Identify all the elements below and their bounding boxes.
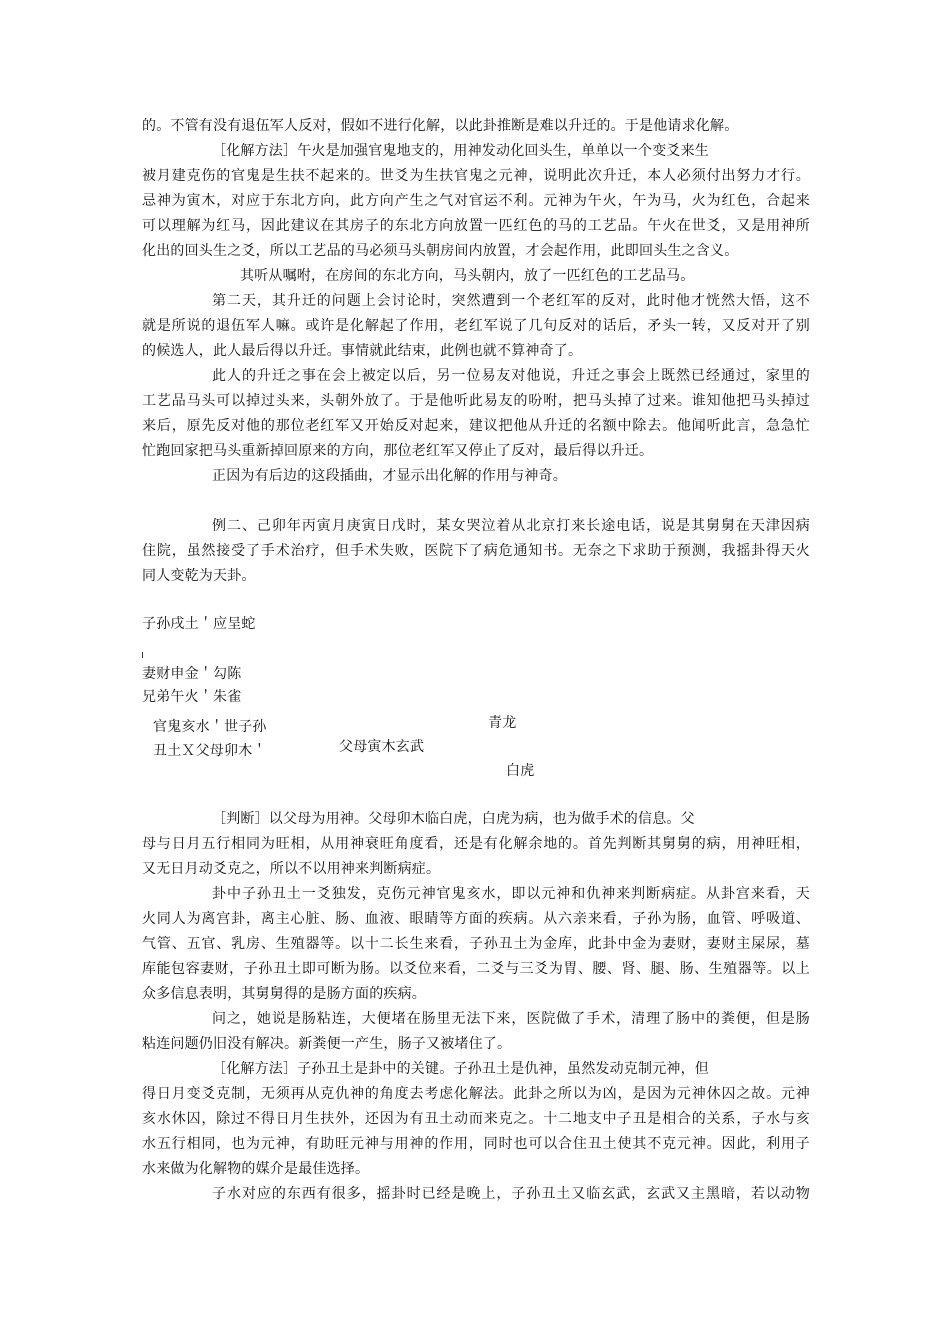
text-line: 子水对应的东西有很多，摇卦时已经是晚上，子孙丑土又临玄武，玄武又主黑暗，若以动物: [212, 1186, 810, 1202]
stray-mark: [142, 652, 143, 658]
text-line: 被月建克伤的官鬼是生扶不起来的。世爻为生扶官鬼之元神，说明此次升迁，本人必须付出努力才行。: [142, 168, 810, 184]
text-line: 又无日月动爻克之，所以不以用神来判断病症。: [142, 861, 441, 877]
text-line: 库能包容妻财，子孙丑土即可断为肠。以爻位来看，二爻与三爻为胃、腰、肾、腿、肠、生殖器等。以上: [142, 961, 810, 977]
hexagram-line-4: 兄弟午火＇朱雀: [142, 689, 242, 705]
text-line: ［化解方法］子孙丑土是卦中的关键。子孙丑土是仇神，虽然发动克制元神，但: [212, 1061, 709, 1077]
text-line: 众多信息表明，其舅舅得的是肠方面的疾病。: [142, 986, 426, 1002]
text-line: 问之，她说是肠粘连，大便堵在肠里无法下来，医院做了手术，清理了肠中的粪便，但是肠: [212, 1011, 810, 1027]
text-line: 忌神为寅木，对应于东北方向，此方向产生之气对官运不利。元神为午火，午为马，火为红色，合起来: [142, 193, 810, 209]
text-line: ［判断］以父母为用神。父母卯木临白虎，白虎为病，也为做手术的信息。父: [212, 811, 695, 827]
hexagram-line-2: 丑土Ｘ父母卯木＇: [153, 743, 267, 759]
text-line: 可以理解为红马，因此建议在其房子的东北方向放置一匹红色的马的工艺品。午火在世爻，又是用神所: [142, 218, 810, 234]
text-line: 住院，虽然接受了手术治疗，但手术失败，医院下了病危通知书。无奈之下求助于预测，我摇卦得天火: [142, 543, 810, 559]
text-line: 化出的回头生之爻，所以工艺品的马必须马头朝房间内放置，才会起作用，此即回头生之含义。: [142, 243, 739, 259]
hexagram-line-6: 子孙戌土＇应呈蛇: [142, 616, 256, 632]
hexagram-qinglong: 青龙: [488, 715, 517, 731]
text-line: 气管、五官、乳房、生殖器等。以十二长生来看，子孙丑土为金库，此卦中金为妻财，妻财主屎尿，墓: [142, 936, 810, 952]
text-line: 卦中子孙丑土一爻独发，克伤元神官鬼亥水，即以元神和仇神来判断病症。从卦宫来看，天: [212, 886, 810, 902]
hexagram-line-3: 官鬼亥水＇世子孙: [153, 719, 267, 735]
text-line: 就是所说的退伍军人嘛。或许是化解起了作用，老红军说了几句反对的话后，矛头一转，又反对开了别: [142, 318, 810, 334]
text-line: 火同人为离宫卦，离主心脏、肠、血液、眼睛等方面的疾病。从六亲来看，子孙为肠，血管、呼吸道、: [142, 911, 810, 927]
text-line: 粘连问题仍旧没有解决。新粪便一产生，肠子又被堵住了。: [142, 1036, 512, 1052]
text-line: 其听从嘱咐，在房间的东北方向，马头朝内，放了一匹红色的工艺品马。: [240, 268, 695, 284]
text-line: 母与日月五行相同为旺相，从用神衰旺角度看，还是有化解余地的。首先判断其舅舅的病，用神旺相，: [142, 836, 810, 852]
text-line: 得日月变爻克制，无须再从克仇神的角度去考虑化解法。此卦之所以为凶，是因为元神休囚之故。元神: [142, 1086, 810, 1102]
text-line: 例二、己卯年丙寅月庚寅日戊时，某女哭泣着从北京打来长途电话，说是其舅舅在天津因病: [212, 518, 810, 534]
text-line: 的候选人，此人最后得以升迁。事情就此结束，此例也就不算神奇了。: [142, 343, 583, 359]
text-line: 第二天，其升迁的问题上会讨论时，突然遭到一个老红军的反对，此时他才恍然大悟，这不: [212, 293, 810, 309]
text-line: 亥水休囚，除过不得日月生扶外，还因为有丑土动而来克之。十二地支中子丑是相合的关系，子水与亥: [142, 1111, 810, 1127]
text-line: 工艺品马头可以掉过头来，头朝外放了。于是他听此易友的吩咐，把马头掉了过来。谁知他把马头掉过: [142, 393, 810, 409]
text-line: 来后，原先反对他的那位老红军又开始反对起来，建议把他从升迁的名额中除去。他闻听此言，急急忙: [142, 418, 810, 434]
text-line: 水五行相同，也为元神，有助旺元神与用神的作用，同时也可以合住丑土使其不克元神。因此，利用子: [142, 1136, 810, 1152]
text-line: ［化解方法］午火是加强官鬼地支的，用神发动化回头生，单单以一个变爻来生: [212, 143, 709, 159]
hexagram-line-1: 父母寅木玄武: [339, 739, 425, 755]
hexagram-baihu: 白虎: [506, 763, 535, 779]
text-line: 水来做为化解物的媒介是最佳选择。: [142, 1161, 370, 1177]
text-line: 此人的升迁之事在会上被定以后，另一位易友对他说，升迁之事会上既然已经通过，家里的: [212, 368, 810, 384]
text-line: 忙跑回家把马头重新掉回原来的方向，那位老红军又停止了反对，最后得以升迁。: [142, 443, 654, 459]
text-line: 的。不管有没有退伍军人反对，假如不进行化解，以此卦推断是难以升迁的。于是他请求化解。: [142, 118, 739, 134]
text-line: 同人变乾为天卦。: [142, 568, 256, 584]
text-line: 正因为有后边的这段插曲，才显示出化解的作用与神奇。: [212, 468, 567, 484]
hexagram-line-5: 妻财申金＇勾陈: [142, 666, 242, 682]
